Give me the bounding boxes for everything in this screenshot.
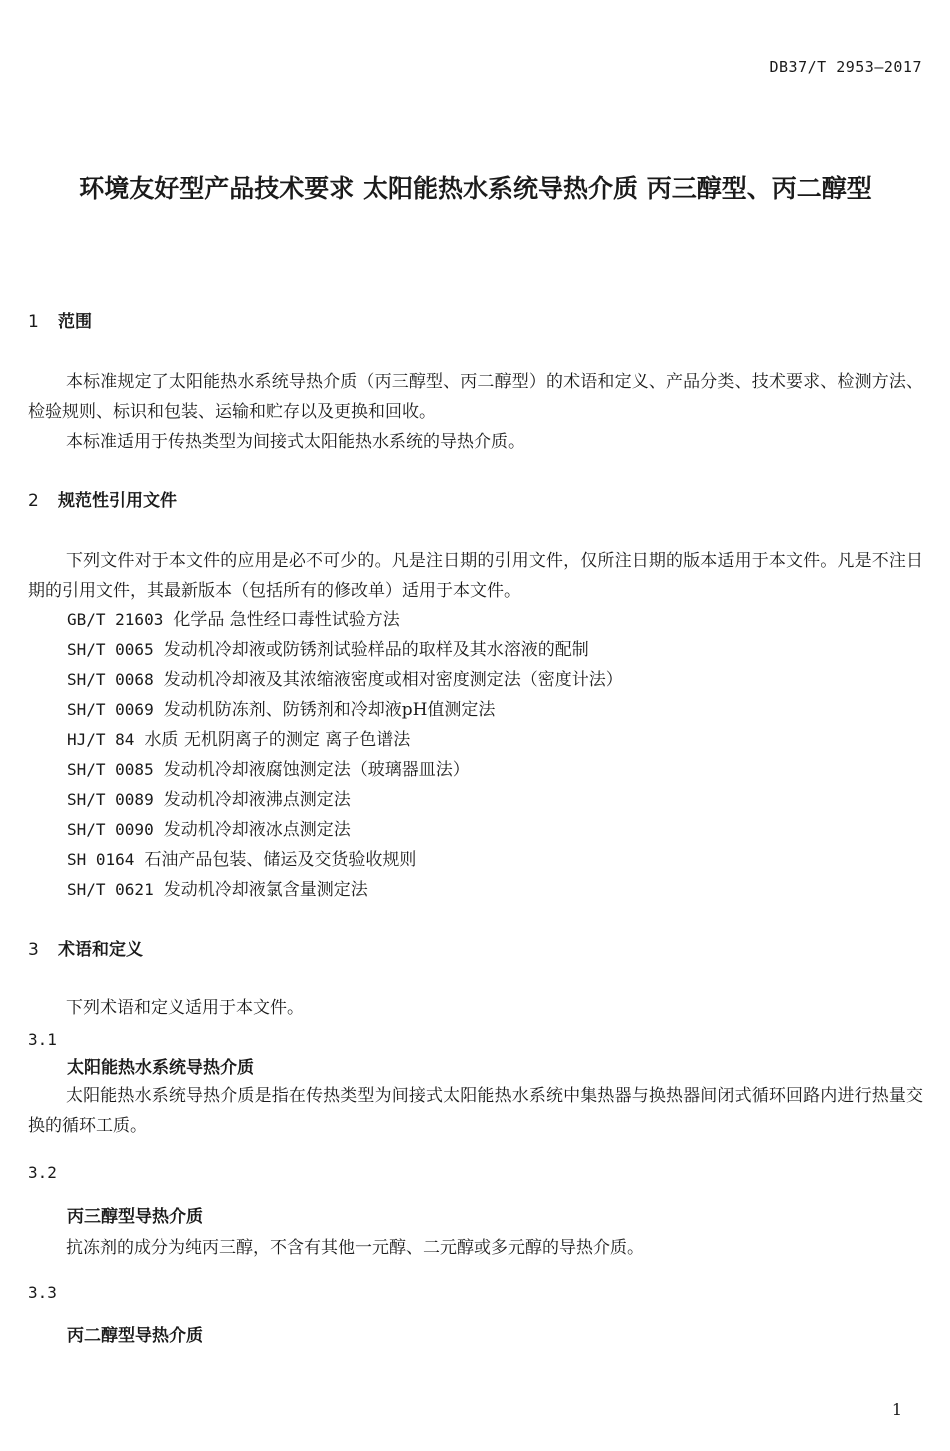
- standard-code: DB37/T 2953—2017: [769, 58, 922, 76]
- reference-item: [67, 607, 400, 633]
- reference-code: SH/T 0085: [67, 760, 154, 779]
- term-definition: 抗冻剂的成分为纯丙三醇，不含有其他一元醇、二元醇或多元醇的导热介质。: [66, 1238, 644, 1258]
- clause-number: 3.2: [28, 1163, 57, 1182]
- reference-code: GB/T 21603: [67, 610, 164, 629]
- reference-item: [67, 847, 416, 873]
- page-number: 1: [891, 1400, 902, 1419]
- reference-title: 水质 无机阴离子的测定 离子色谱法: [144, 730, 411, 750]
- reference-item: [67, 667, 623, 693]
- reference-title: 发动机冷却液腐蚀测定法（玻璃器皿法）: [163, 760, 470, 780]
- reference-code: SH/T 0090: [67, 820, 154, 839]
- section-1-heading: [28, 309, 92, 335]
- reference-code: HJ/T 84: [67, 730, 135, 749]
- terms-intro: 下列术语和定义适用于本文件。: [66, 998, 304, 1018]
- term-name: 丙二醇型导热介质: [67, 1326, 203, 1346]
- reference-code: SH 0164: [67, 850, 135, 869]
- section-2-heading: [28, 488, 177, 514]
- reference-title: 发动机冷却液沸点测定法: [163, 790, 351, 810]
- clause-number: 3.1: [28, 1030, 57, 1049]
- reference-item: [67, 877, 368, 903]
- term-definition: 太阳能热水系统导热介质是指在传热类型为间接式太阳能热水系统中集热器与换热器间闭式循环回路内进行热量交换的循环工质。: [28, 1086, 923, 1136]
- reference-title: 发动机冷却液及其浓缩液密度或相对密度测定法（密度计法）: [163, 670, 623, 690]
- reference-title: 发动机冷却液冰点测定法: [163, 820, 351, 840]
- section-2-title: 规范性引用文件: [58, 491, 177, 511]
- clause-number: 3.3: [28, 1283, 57, 1302]
- reference-item: [67, 757, 470, 783]
- reference-title: 发动机防冻剂、防锈剂和冷却液pH值测定法: [163, 700, 496, 720]
- reference-code: SH/T 0069: [67, 700, 154, 719]
- section-3-title: 术语和定义: [58, 940, 143, 960]
- reference-title: 发动机冷却液或防锈剂试验样品的取样及其水溶液的配制: [163, 640, 589, 660]
- term-name: 太阳能热水系统导热介质: [67, 1058, 254, 1078]
- reference-title: 石油产品包装、储运及交货验收规则: [144, 850, 417, 870]
- reference-code: SH/T 0065: [67, 640, 154, 659]
- reference-item: [67, 787, 351, 813]
- reference-item: [67, 817, 351, 843]
- section-1-title: 范围: [58, 312, 92, 332]
- reference-item: [67, 697, 495, 723]
- reference-title: 化学品 急性经口毒性试验方法: [173, 610, 400, 630]
- section-3-number: 3: [28, 940, 39, 960]
- section-3-heading: [28, 937, 143, 963]
- section-1-number: 1: [28, 312, 39, 332]
- reference-item: [67, 727, 410, 753]
- reference-title: 发动机冷却液氯含量测定法: [163, 880, 368, 900]
- scope-paragraph-1: 本标准规定了太阳能热水系统导热介质（丙三醇型、丙二醇型）的术语和定义、产品分类、技术要求、检测方法、检验规则、标识和包装、运输和贮存以及更换和回收。: [28, 372, 923, 422]
- reference-code: SH/T 0621: [67, 880, 154, 899]
- term-name: 丙三醇型导热介质: [67, 1207, 203, 1227]
- document-title: 环境友好型产品技术要求 太阳能热水系统导热介质 丙三醇型、丙二醇型: [79, 174, 872, 203]
- reference-code: SH/T 0068: [67, 670, 154, 689]
- section-2-number: 2: [28, 491, 39, 511]
- reference-code: SH/T 0089: [67, 790, 154, 809]
- scope-paragraph-2: 本标准适用于传热类型为间接式太阳能热水系统的导热介质。: [66, 432, 525, 452]
- normative-references-intro: 下列文件对于本文件的应用是必不可少的。凡是注日期的引用文件，仅所注日期的版本适用于本文件。凡是不注日期的引用文件，其最新版本（包括所有的修改单）适用于本文件。: [28, 551, 923, 601]
- reference-item: [67, 637, 589, 663]
